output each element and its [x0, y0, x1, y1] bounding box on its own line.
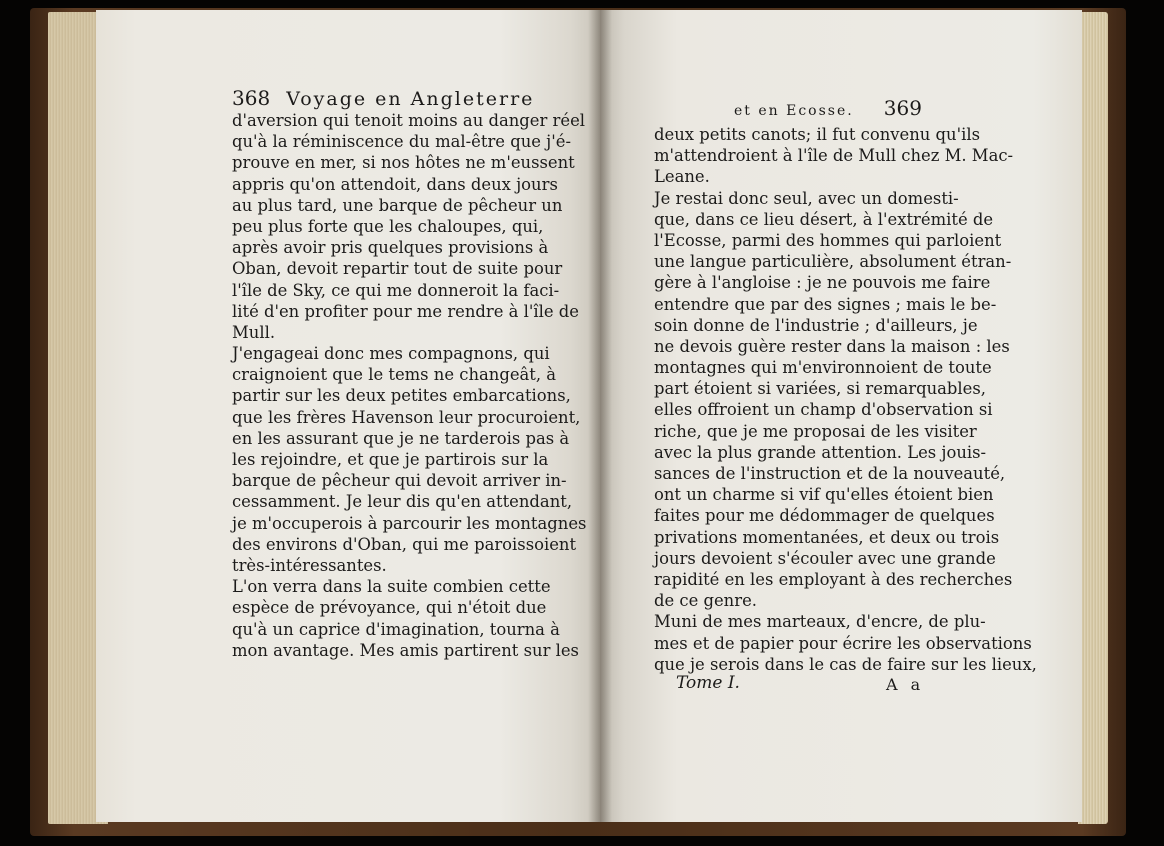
text-line: entendre que par des signes ; mais le be- — [654, 294, 997, 314]
text-line: part étoient si variées, si remarquables, — [654, 379, 986, 399]
text-line: une langue particulière, absolument étran- — [654, 252, 1012, 272]
text-line: craignoient que le tems ne changeât, à — [232, 365, 557, 385]
text-line: Muni de mes marteaux, d'encre, de plu- — [654, 612, 986, 632]
text-line: Leane. — [654, 167, 710, 187]
right-page-number: 369 — [883, 96, 922, 120]
text-line: jours devoient s'écouler avec une grande — [654, 548, 996, 568]
text-line: barque de pêcheur qui devoit arriver in- — [232, 471, 567, 491]
text-line: gère à l'angloise : je ne pouvois me faire — [654, 273, 991, 293]
text-line: des environs d'Oban, qui me paroissoient — [232, 534, 577, 554]
text-line: riche, que je me proposai de les visiter — [654, 421, 977, 441]
text-line: après avoir pris quelques provisions à — [232, 238, 549, 258]
text-line: en les assurant que je ne tarderois pas à — [232, 428, 570, 448]
text-line: très-intéressantes. — [232, 555, 387, 575]
page-edges-right — [1078, 12, 1108, 824]
book-gutter — [588, 10, 612, 822]
text-line: elles offroient un champ d'observation si — [654, 400, 993, 420]
left-header-title: Voyage en Angleterre — [286, 88, 535, 110]
signature-volume: Tome I. — [676, 673, 740, 693]
text-line: mon avantage. Mes amis partirent sur les — [232, 640, 579, 660]
left-running-head — [232, 86, 534, 110]
text-line — [232, 661, 647, 682]
text-line: privations momentanées, et deux ou trois — [654, 527, 1000, 547]
text-line: montagnes qui m'environnoient de toute — [654, 358, 992, 378]
text-line: Oban, devoit repartir tout de suite pour — [232, 259, 563, 279]
text-line: Mull. — [232, 322, 276, 342]
text-line: peu plus forte que les chaloupes, qui, — [232, 216, 544, 236]
text-line: L'on verra dans la suite combien cette — [232, 577, 551, 597]
signature-mark: A a — [886, 675, 925, 694]
text-line: qu'à la réminiscence du mal-être que j'é- — [232, 132, 571, 152]
text-line: lité d'en profiter pour me rendre à l'île de — [232, 301, 579, 321]
text-line: ont un charme si vif qu'elles étoient bien — [654, 485, 994, 505]
text-line: m'attendroient à l'île de Mull chez M. Mac- — [654, 146, 1014, 166]
text-line: Je restai donc seul, avec un domesti- — [654, 188, 959, 208]
left-page-text — [232, 110, 647, 682]
right-page — [600, 10, 1082, 822]
left-page — [96, 10, 600, 822]
text-line: d'aversion qui tenoit moins au danger réel — [232, 111, 586, 130]
text-line: cessamment. Je leur dis qu'en attendant, — [232, 492, 573, 512]
text-line: l'île de Sky, ce qui me donneroit la faci- — [232, 280, 560, 300]
text-line: mes et de papier pour écrire les observations — [654, 633, 1032, 653]
text-line: ne devois guère rester dans la maison : les — [654, 336, 1010, 356]
text-line: J'engageai donc mes compagnons, qui — [232, 344, 550, 364]
text-line: de ce genre. — [654, 591, 757, 611]
text-line: partir sur les deux petites embarcations, — [232, 386, 571, 406]
text-line: rapidité en les employant à des recherches — [654, 569, 1013, 589]
left-page-number: 368 — [232, 86, 271, 110]
right-page-text — [654, 124, 1040, 675]
text-line: qu'à un caprice d'imagination, tourna à — [232, 619, 560, 639]
text-line: je m'occuperois à parcourir les montagnes — [232, 513, 587, 533]
right-header-title: et en Ecosse. — [734, 103, 854, 119]
text-line: avec la plus grande attention. Les jouis- — [654, 442, 987, 462]
text-line: l'Ecosse, parmi des hommes qui parloient — [654, 230, 1002, 250]
text-line: que les frères Havenson leur procuroient, — [232, 407, 581, 427]
text-line: soin donne de l'industrie ; d'ailleurs, je — [654, 315, 978, 335]
text-line: sances de l'instruction et de la nouveauté, — [654, 464, 1006, 483]
text-line: deux petits canots; il fut convenu qu'ils — [654, 125, 980, 144]
text-line: que je serois dans le cas de faire sur les lieux, — [654, 654, 1037, 674]
text-line: espèce de prévoyance, qui n'étoit due — [232, 598, 547, 618]
text-line: appris qu'on attendoit, dans deux jours — [232, 174, 558, 194]
text-line: que, dans ce lieu désert, à l'extrémité de — [654, 209, 994, 229]
text-line: faites pour me dédommager de quelques — [654, 506, 995, 526]
text-line: les rejoindre, et que je partirois sur la — [232, 450, 549, 469]
text-line: prouve en mer, si nos hôtes ne m'eussent — [232, 153, 575, 173]
text-line: au plus tard, une barque de pêcheur un — [232, 195, 563, 215]
right-running-head — [734, 96, 922, 120]
